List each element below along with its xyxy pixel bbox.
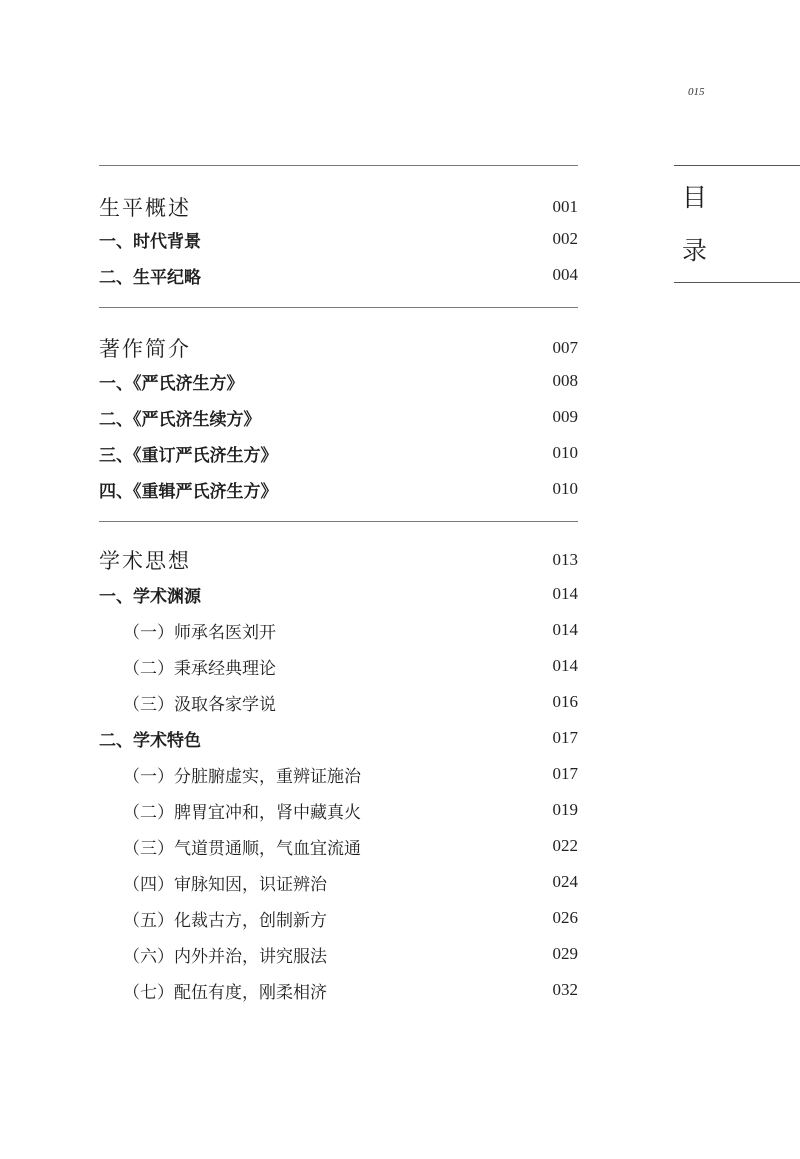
toc-page-number: 026 (552, 908, 578, 927)
toc-heading-label: 著作简介 (99, 337, 191, 361)
toc-subentry-label: （三）汲取各家学说 (123, 694, 276, 715)
toc-subentry[interactable] (99, 684, 578, 720)
toc-heading-label: 生平概述 (99, 196, 191, 220)
toc-entry-label: 三、《重订严氏济生方》 (99, 445, 278, 466)
toc-side-title (674, 165, 800, 283)
toc-page-number: 008 (552, 371, 578, 390)
toc-page-number: 002 (552, 229, 578, 248)
toc-section-academic-thought (99, 521, 578, 1002)
toc-subentry-label: （二）脾胃宜冲和，肾中藏真火 (123, 802, 361, 823)
table-of-contents (99, 165, 578, 1002)
toc-subentry-label: （一）师承名医刘开 (123, 622, 276, 643)
toc-subentry[interactable] (99, 972, 578, 1008)
toc-subentry-label: （五）化裁古方，创制新方 (123, 910, 327, 931)
toc-entry[interactable] (99, 221, 578, 257)
toc-subentry-label: （二）秉承经典理论 (123, 658, 276, 679)
side-title-char: 录 (682, 236, 708, 265)
toc-entry-label: 一、时代背景 (99, 231, 201, 252)
toc-page-number: 010 (552, 443, 578, 462)
toc-subentry[interactable] (99, 648, 578, 684)
toc-heading[interactable] (99, 542, 578, 578)
toc-page-number: 032 (552, 980, 578, 999)
toc-entry[interactable] (99, 471, 578, 507)
toc-page-number: 010 (552, 479, 578, 498)
toc-subentry-label: （六）内外并治，讲究服法 (123, 946, 327, 967)
toc-subentry[interactable] (99, 756, 578, 792)
toc-heading[interactable] (99, 330, 578, 366)
toc-entry[interactable] (99, 399, 578, 435)
toc-page-number: 014 (552, 584, 578, 603)
side-title-char: 目 (682, 183, 708, 212)
toc-entry[interactable] (99, 257, 578, 293)
toc-page-number: 017 (552, 728, 578, 747)
toc-subentry[interactable] (99, 936, 578, 972)
toc-heading-label: 学术思想 (99, 549, 191, 573)
toc-entry-label: 四、《重辑严氏济生方》 (99, 481, 278, 502)
toc-page-number: 022 (552, 836, 578, 855)
toc-page-number: 017 (552, 764, 578, 783)
toc-subentry[interactable] (99, 864, 578, 900)
toc-page-number: 029 (552, 944, 578, 963)
toc-page-number: 024 (552, 872, 578, 891)
toc-heading[interactable] (99, 189, 578, 225)
toc-entry[interactable] (99, 576, 578, 612)
toc-entry-label: 二、生平纪略 (99, 267, 201, 288)
page-number: 015 (688, 86, 705, 98)
toc-page-number: 013 (552, 550, 578, 569)
toc-subentry-label: （三）气道贯通顺，气血宜流通 (123, 838, 361, 859)
toc-subentry-label: （一）分脏腑虚实，重辨证施治 (123, 766, 361, 787)
toc-entry-label: 一、《严氏济生方》 (99, 373, 244, 394)
toc-entry-label: 二、《严氏济生续方》 (99, 409, 261, 430)
toc-entry-label: 一、学术渊源 (99, 586, 201, 607)
toc-subentry-label: （七）配伍有度，刚柔相济 (123, 982, 327, 1003)
toc-page-number: 004 (552, 265, 578, 284)
toc-entry[interactable] (99, 435, 578, 471)
toc-entry[interactable] (99, 363, 578, 399)
toc-page-number: 016 (552, 692, 578, 711)
toc-subentry[interactable] (99, 828, 578, 864)
toc-subentry[interactable] (99, 792, 578, 828)
toc-page-number: 001 (552, 197, 578, 216)
toc-section-works (99, 307, 578, 521)
toc-subentry[interactable] (99, 900, 578, 936)
toc-page-number: 014 (552, 656, 578, 675)
toc-entry-label: 二、学术特色 (99, 730, 201, 751)
toc-entry[interactable] (99, 720, 578, 756)
toc-page-number: 014 (552, 620, 578, 639)
toc-page-number: 007 (552, 338, 578, 357)
toc-section-biography (99, 165, 578, 307)
toc-subentry[interactable] (99, 612, 578, 648)
toc-page-number: 019 (552, 800, 578, 819)
toc-page-number: 009 (552, 407, 578, 426)
toc-subentry-label: （四）审脉知因，识证辨治 (123, 874, 327, 895)
